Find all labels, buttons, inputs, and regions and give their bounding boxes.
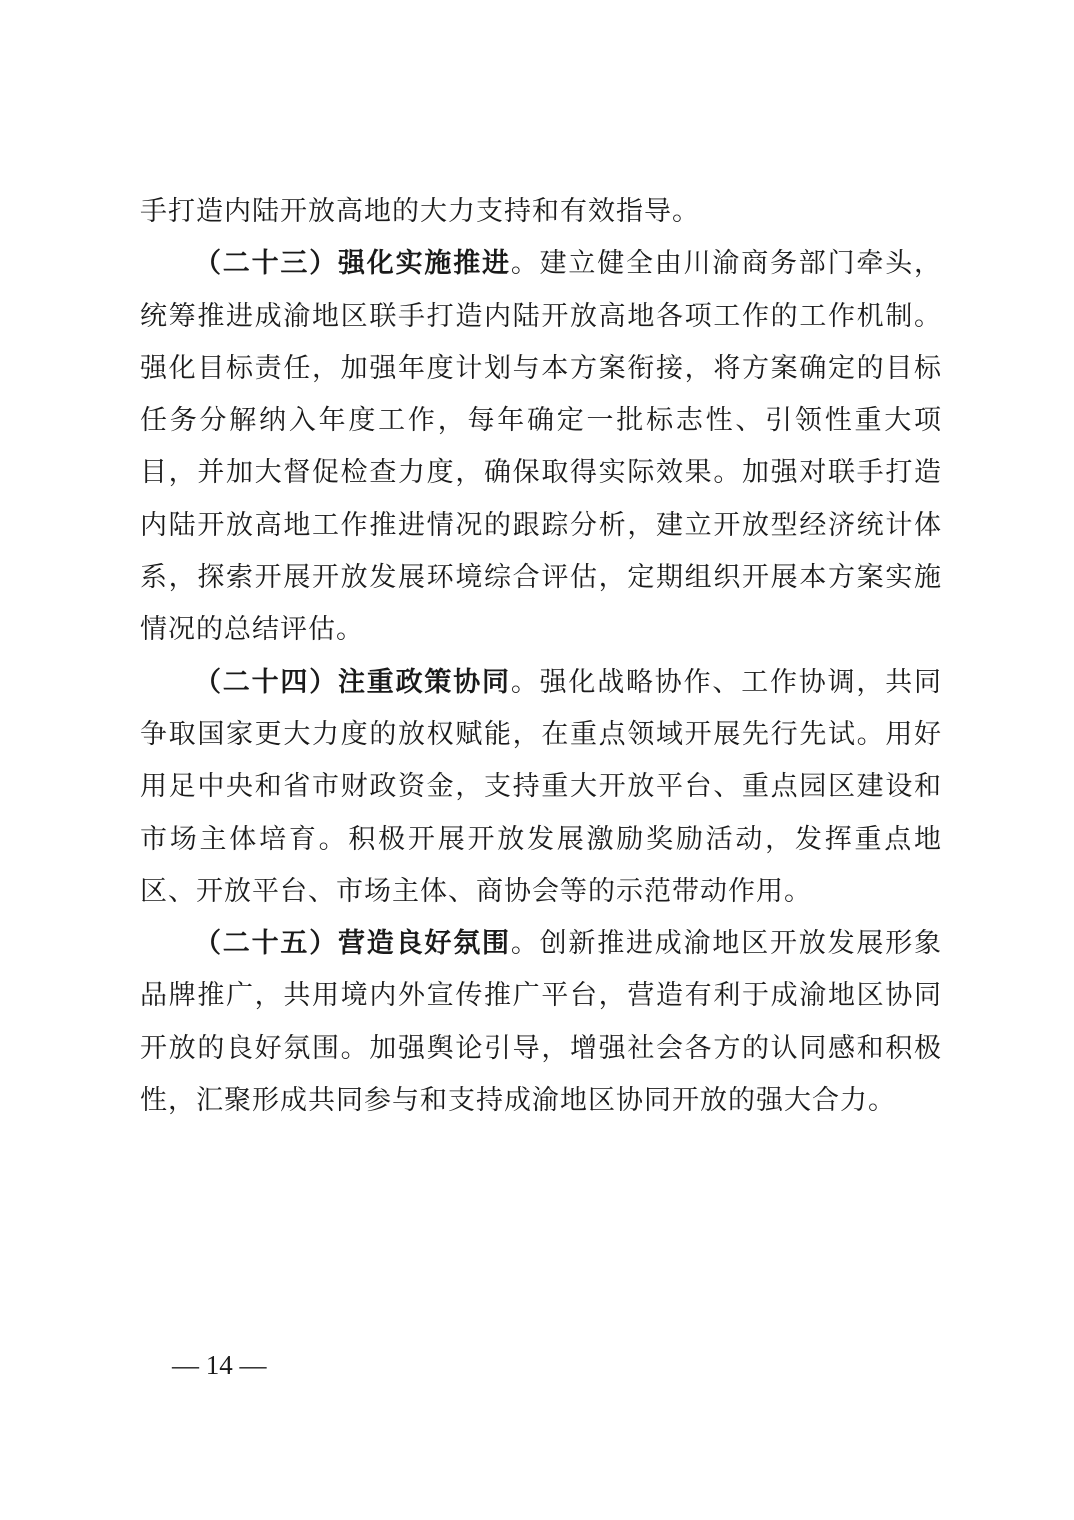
paragraph-23	[140, 238, 942, 656]
paragraph-text: 。强化战略协作、工作协调，共同争取国家更大力度的放权赋能，在重点领域开展先行先试。用好用足中央和省市财政资金，支持重大开放平台、重点园区建设和市场主体培育。积极开展开放发展激励奖励活动，发挥重点地区、开放平台、市场主体、商协会等的示范带动作用。	[140, 666, 943, 907]
paragraph-24	[140, 657, 942, 918]
paragraph-text: 。创新推进成渝地区开放发展形象品牌推广，共用境内外宣传推广平台，营造有利于成渝地区协同开放的良好氛围。加强舆论引导，增强社会各方的认同感和积极性，汇聚形成共同参与和支持成渝地区协同开放的强大合力。	[140, 928, 943, 1117]
paragraph-heading: （二十三）强化实施推进	[194, 248, 511, 280]
paragraph-text: 手打造内陆开放高地的大力支持和有效指导。	[140, 196, 700, 227]
page-number: — 14 —	[172, 1350, 267, 1380]
body-text	[140, 186, 942, 1127]
paragraph-continuation	[140, 186, 942, 238]
paragraph-heading: （二十五）营造良好氛围	[194, 928, 511, 960]
paragraph-text: 。建立健全由川渝商务部门牵头，统筹推进成渝地区联手打造内陆开放高地各项工作的工作机制。强化目标责任，加强年度计划与本方案衔接，将方案确定的目标任务分解纳入年度工作，每年确定一批标志性、引领性重大项目，并加大督促检查力度，确保取得实际效果。加强对联手打造内陆开放高地工作推进情况的跟踪分析，建立开放型经济统计体系，探索开展开放发展环境综合评估，定期组织开展本方案实施情况的总结评估。	[140, 248, 943, 646]
paragraph-25	[140, 918, 942, 1127]
paragraph-heading: （二十四）注重政策协同	[194, 666, 511, 698]
